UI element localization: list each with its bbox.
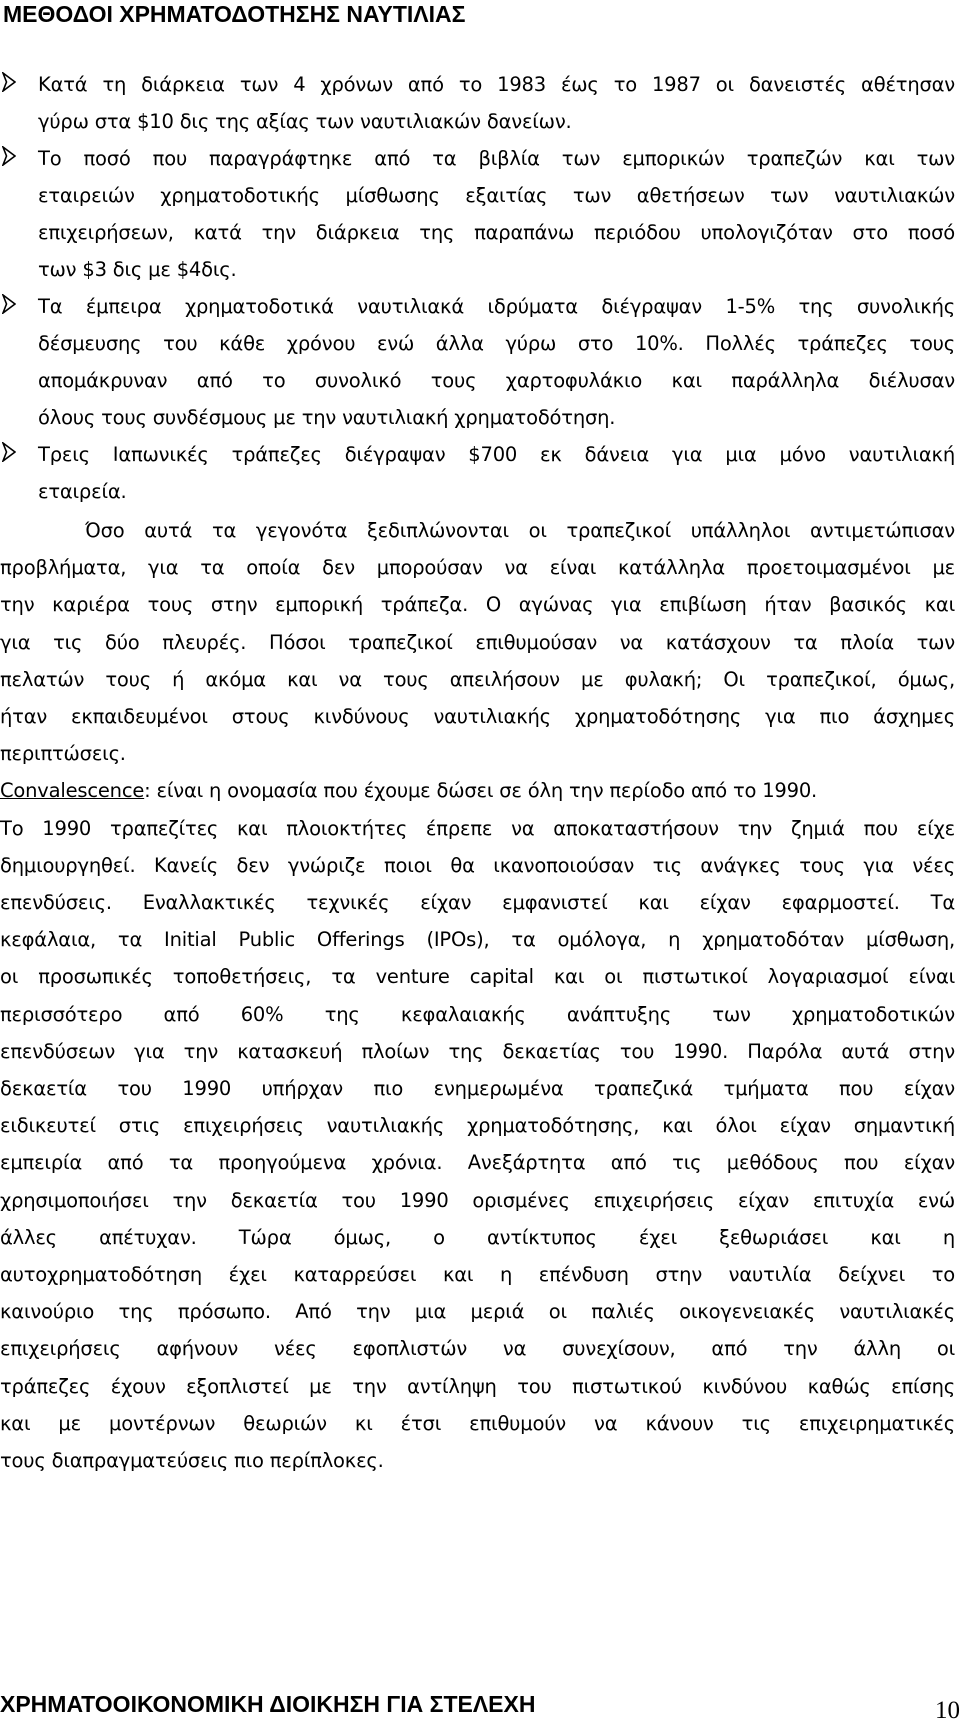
paragraph-line: καινούριο της πρόσωπο. Από την μια μεριά οι παλιές οικογενειακές ναυτιλιακές <box>0 1300 955 1324</box>
bullet-list <box>0 66 960 510</box>
arrow-bullet-icon <box>2 442 16 462</box>
paragraph-line: επιχειρήσεις αφήνουν νέες εφοπλιστών να συνεχίσουν, από την άλλη οι <box>0 1337 955 1361</box>
paragraph-line: επενδύσεων για την κατασκευή πλοίων της δεκαετίας του 1990. Παρόλα αυτά στην <box>0 1039 955 1063</box>
list-item <box>0 436 955 510</box>
body-text <box>0 512 955 1479</box>
bullet-line: Τα έμπειρα χρηματοδοτικά ναυτιλιακά ιδρύματα διέγραψαν 1-5% της συνολικής <box>38 295 955 318</box>
term-definition: : είναι η ονομασία που έχουμε δώσει σε όλη την περίοδο από το 1990. <box>144 779 818 803</box>
underlined-term: Convalescence <box>0 779 145 803</box>
paragraph-line: χρησιμοποιήσει την δεκαετία του 1990 ορισμένες επιχειρήσεις είχαν επιτυχία ενώ <box>0 1188 955 1212</box>
list-item <box>0 140 955 288</box>
paragraph-line: Όσο αυτά τα γεγονότα ξεδιπλώνονται οι τραπεζικοί υπάλληλοι αντιμετώπισαν <box>85 519 955 542</box>
paragraph-line: ήταν εκπαιδευμένοι στους κινδύνους ναυτιλιακής χρηματοδότησης για πιο άσχημες <box>0 705 955 729</box>
footer-title: ΧΡΗΜΑΤΟΟΙΚΟΝΟΜΙΚΗ ΔΙΟΙΚΗΣΗ ΓΙΑ ΣΤΕΛΕΧΗ <box>0 1691 536 1717</box>
bullet-line: δέσμευσης του κάθε χρόνου ενώ άλλα γύρω στο 10%. Πολλές τράπεζες τους <box>38 332 955 355</box>
paragraph-line: περιπτώσεις. <box>0 742 126 766</box>
paragraph-line: πελατών τους ή ακόμα και να τους απειλήσουν με φυλακή; Οι τραπεζικοί, όμως, <box>0 667 955 691</box>
paragraph-line: την καριέρα τους στην εμπορική τράπεζα. Ο αγώνας για επιβίωση ήταν βασικός και <box>0 593 955 617</box>
paragraph-line: επενδύσεις. Εναλλακτικές τεχνικές είχαν εμφανιστεί και είχαν εφαρμοστεί. Τα <box>0 891 955 915</box>
paragraph-line: ειδικευτεί στις επιχειρήσεις ναυτιλιακής χρηματοδότησης, και όλοι είχαν σημαντική <box>0 1114 955 1138</box>
bullet-line: γύρω στα $10 δις της αξίας των ναυτιλιακών δανείων. <box>38 110 572 133</box>
bullet-line: απομάκρυναν από το συνολικό τους χαρτοφυλάκιο και παράλληλα διέλυσαν <box>38 369 955 392</box>
paragraph-line: περισσότερο από 60% της κεφαλαιακής ανάπτυξης των χρηματοδοτικών <box>0 1002 955 1026</box>
paragraph-line: προβλήματα, για τα οποία δεν μπορούσαν να είναι κατάλληλα προετοιμασμένοι με <box>0 556 955 580</box>
paragraph-line <box>0 772 955 809</box>
bullet-line: Το ποσό που παραγράφτηκε από τα βιβλία των εμπορικών τραπεζών και των <box>38 147 955 170</box>
list-item <box>0 288 955 436</box>
paragraph-line: τράπεζες έχουν εξοπλιστεί με την αντίληψη του πιστωτικού κινδύνου καθώς επίσης <box>0 1374 955 1398</box>
arrow-bullet-icon <box>2 72 16 92</box>
bullet-line: Τρεις Ιαπωνικές τράπεζες διέγραψαν $700 εκ δάνεια για μια μόνο ναυτιλιακή <box>38 443 955 466</box>
paragraph-line: εμπειρία από τα προηγούμενα χρόνια. Ανεξάρτητα από τις μεθόδους που είχαν <box>0 1151 955 1175</box>
paragraph-line: δεκαετία του 1990 υπήρχαν πιο ενημερωμένα τραπεζικά τμήματα που είχαν <box>0 1077 955 1101</box>
bullet-line: επιχειρήσεων, κατά την διάρκεια της παραπάνω περιόδου υπολογιζόταν στο ποσό <box>38 221 955 244</box>
paragraph-line: τους διαπραγματεύσεις πιο περίπλοκες. <box>0 1449 384 1473</box>
paragraph <box>0 772 955 1479</box>
page-title: ΜΕΘΟΔΟΙ ΧΡΗΜΑΤΟΔΟΤΗΣΗΣ ΝΑΥΤΙΛΙΑΣ <box>3 1 466 27</box>
bullet-line: των $3 δις με $4δις. <box>38 258 237 281</box>
arrow-bullet-icon <box>2 294 16 314</box>
arrow-bullet-icon <box>2 146 16 166</box>
bullet-line: εταιρεία. <box>38 480 127 503</box>
paragraph-line: Το 1990 τραπεζίτες και πλοιοκτήτες έπρεπε να αποκαταστήσουν την ζημιά που είχε <box>0 816 955 840</box>
paragraph-line: για τις δύο πλευρές. Πόσοι τραπεζικοί επιθυμούσαν να κατάσχουν τα πλοία των <box>0 630 955 654</box>
paragraph-line: οι προσωπικές τοποθετήσεις, τα venture capital και οι πιστωτικοί λογαριασμοί είναι <box>0 965 955 989</box>
paragraph-line: άλλες απέτυχαν. Τώρα όμως, ο αντίκτυπος έχει ξεθωριάσει και η <box>0 1225 955 1249</box>
page-number: 10 <box>935 1697 960 1724</box>
paragraph-line: κεφάλαια, τα Initial Public Offerings (IPOs), τα ομόλογα, η χρηματοδόταν μίσθωση, <box>0 928 955 952</box>
paragraph-line: δημιουργηθεί. Κανείς δεν γνώριζε ποιοι θα ικανοποιούσαν τις ανάγκες τους για νέες <box>0 853 955 877</box>
bullet-line: όλους τους συνδέσμους με την ναυτιλιακή χρηματοδότηση. <box>38 406 616 429</box>
paragraph <box>0 512 955 772</box>
bullet-line: Κατά τη διάρκεια των 4 χρόνων από το 1983 έως το 1987 οι δανειστές αθέτησαν <box>38 73 955 96</box>
paragraph-line: και με μοντέρνων θεωριών κι έτσι επιθυμούν να κάνουν τις επιχειρηματικές <box>0 1411 955 1435</box>
list-item <box>0 66 955 140</box>
paragraph-line: αυτοχρηματοδότηση έχει καταρρεύσει και η επένδυση στην ναυτιλία δείχνει το <box>0 1263 955 1287</box>
bullet-line: εταιρειών χρηματοδοτικής μίσθωσης εξαιτίας των αθετήσεων των ναυτιλιακών <box>38 184 955 207</box>
